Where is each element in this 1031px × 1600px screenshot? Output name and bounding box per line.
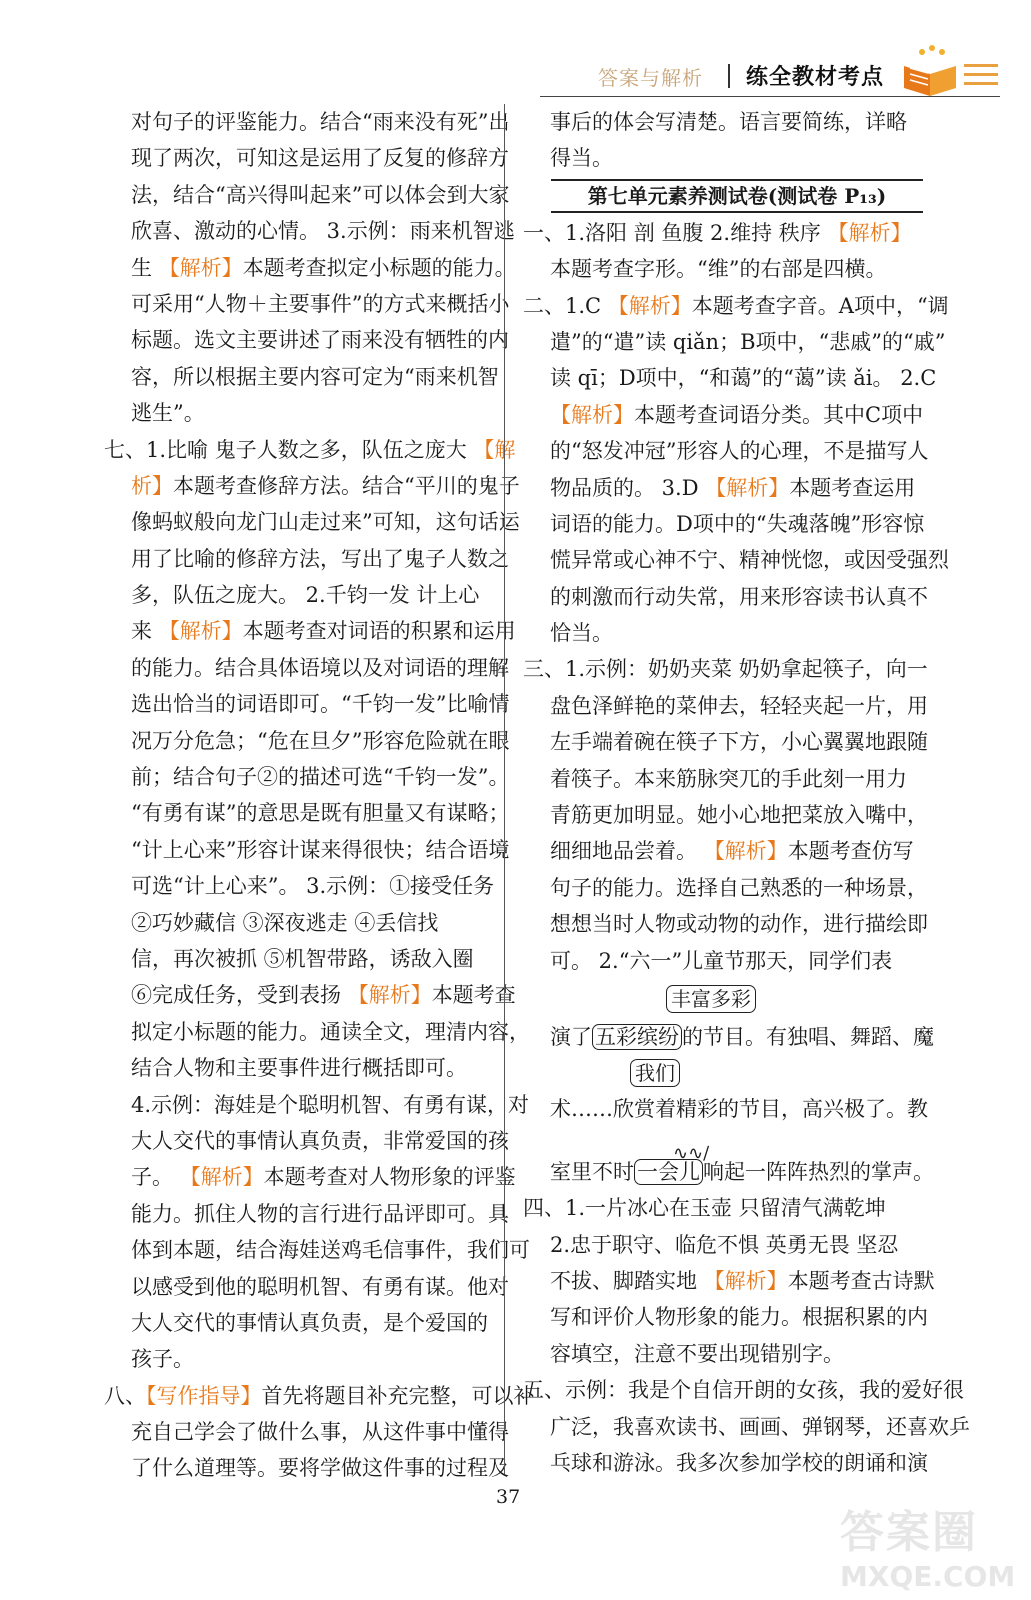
text-line: 四、1.一片冰心在玉壶 只留清气满乾坤 (523, 1196, 886, 1221)
text-line: 遣”的“遣”读 qiǎn；B项中，“悲戚”的“戚” (550, 329, 946, 354)
text-line: 的“怒发冲冠”形容人的心理，不是描写人 (550, 439, 929, 464)
text-line: 慌异常或心神不宁、精神恍惚，或因受强烈 (550, 548, 949, 573)
text-line: 室里不时 一会儿 响起一阵阵热烈的掌声。 (550, 1159, 934, 1184)
text-line: 写和评价人物形象的能力。根据积累的内 (550, 1305, 928, 1330)
text-line: 逃生”。 (131, 401, 205, 426)
text-line: 体到本题，结合海娃送鸡毛信事件，我们可 (131, 1238, 530, 1263)
text-line: 结合人物和主要事件进行概括即可。 (131, 1056, 467, 1081)
text-line: 本题考查字形。“维”的右部是四横。 (550, 257, 887, 282)
text-line: 的能力。结合具体语境以及对词语的理解 (131, 655, 509, 680)
text-line: 况万分危急；“危在旦夕”形容危险就在眼 (131, 728, 510, 753)
text-line: 能力。抓住人物的言行进行品评即可。具 (131, 1201, 509, 1226)
text-line: 子。 【解析】本题考查对人物形象的评鉴 (131, 1165, 516, 1190)
text-line: 想想当时人物或动物的动作，进行描绘即 (550, 912, 928, 937)
text-line: 容，所以根据主要内容可定为“雨来机智 (131, 364, 499, 389)
header-subtitle: 答案与解析 (598, 66, 703, 90)
text-line: 析】本题考查修辞方法。结合“平川的鬼子 (131, 473, 520, 498)
text-line: 着筷子。本来筋脉突兀的手此刻一用力 (550, 766, 907, 791)
text-line: 得当。 (550, 146, 613, 171)
text-line: 物品质的。 3.D 【解析】本题考查运用 (550, 475, 916, 500)
text-line: 以感受到他的聪明机智、有勇有谋。他对 (131, 1274, 509, 1299)
text-line: 演了 五彩缤纷 的节目。有独唱、舞蹈、魔 (550, 1024, 934, 1049)
text-line: 大人交代的事情认真负责，是个爱国的 (131, 1310, 488, 1335)
text-line: 不拔、脚踏实地 【解析】本题考查古诗默 (550, 1268, 935, 1293)
text-line: 【解析】本题考查词语分类。其中C项中 (550, 402, 924, 427)
text-line: 大人交代的事情认真负责，非常爱国的孩 (131, 1128, 509, 1153)
text-line: 来 【解析】本题考查对词语的积累和运用 (131, 619, 516, 644)
analysis-tag: 【解析】 (827, 220, 912, 245)
text-line: 乓球和游泳。我多次参加学校的朗诵和演 (550, 1450, 928, 1475)
analysis-tag: 【解析】 (158, 619, 243, 644)
text-line: 用了比喻的修辞方法，写出了鬼子人数之 (131, 546, 509, 571)
right-column (523, 104, 970, 1481)
left-column (104, 104, 535, 1487)
text-line: ⑥完成任务，受到表扬 【解析】本题考查 (131, 983, 516, 1008)
analysis-tag: 【解析】 (158, 255, 243, 280)
edit-mark-3 (523, 1128, 923, 1164)
edit-mark-2 (523, 1055, 923, 1091)
header-rule (540, 96, 1000, 97)
swap-mark-icon: ∿∿∕ (673, 1142, 710, 1164)
section-title: 第七单元素养测试卷(测试卷 P₁₃) (551, 179, 923, 213)
text-line: 二、1.C 【解析】本题考查字音。A项中，“调 (523, 293, 949, 318)
text-line: 容填空，注意不要出现错别字。 (550, 1341, 844, 1366)
text-line: 细细地品尝着。 【解析】本题考查仿写 (550, 839, 914, 864)
text-line: 现了两次，可知这是运用了反复的修辞方 (131, 146, 509, 171)
text-line: “计上心来”形容计谋来得很快；结合语境 (131, 837, 510, 862)
text-line: 标题。选文主要讲述了雨来没有牺牲的内 (131, 328, 509, 353)
text-line: 对句子的评鉴能力。结合“雨来没有死”出 (131, 110, 510, 134)
boxed-word: 一会儿 (634, 1159, 703, 1185)
text-line: 三、1.示例：奶奶夹菜 奶奶拿起筷子，向一 (523, 657, 928, 682)
text-line: 了什么道理等。要将学做这件事的过程及 (131, 1456, 509, 1481)
analysis-tag: 【解析】 (703, 1268, 788, 1293)
column-divider (504, 104, 505, 1474)
header-decor-lines (964, 64, 998, 91)
text-line: 的刺激而行动失常，用来形容读书认真不 (550, 584, 928, 609)
text-line: “有勇有谋”的意思是既有胆量又有谋略； (131, 801, 510, 826)
header-title: 练全教材考点 (746, 64, 885, 90)
boxed-word: 五彩缤纷 (592, 1024, 682, 1050)
text-line: 八、【写作指导】首先将题目补充完整，可以补 (104, 1383, 535, 1408)
text-line: 左手端着碗在筷子下方，小心翼翼地跟随 (550, 730, 928, 755)
text-line: 生 【解析】本题考查拟定小标题的能力。 (131, 255, 516, 280)
text-line: 充自己学会了做什么事，从这件事中懂得 (131, 1420, 509, 1445)
text-line: 多，队伍之庞大。 2.千钧一发 计上心 (131, 583, 480, 608)
text-line: 七、1.比喻 鬼子人数之多，队伍之庞大 【解 (104, 437, 516, 462)
text-line: 恰当。 (550, 621, 613, 646)
edit-mark-1 (523, 979, 923, 1019)
text-line: 五、示例：我是个自信开朗的女孩，我的爱好很 (523, 1378, 964, 1403)
inserted-word: 我们 (630, 1059, 680, 1087)
text-line: 孩子。 (131, 1347, 194, 1372)
text-line: 词语的能力。D项中的“失魂落魄”形容惊 (550, 511, 925, 536)
analysis-tag: 【解析】 (607, 293, 692, 318)
text-line: 像蚂蚁般向龙门山走过来”可知，这句话运 (131, 510, 520, 535)
watermark-logo: 答案圈 MXQE.COM (840, 1507, 1016, 1593)
text-line: 可。 2.“六一”儿童节那天，同学们表 (550, 948, 893, 973)
analysis-tag: 【解析】 (179, 1165, 264, 1190)
text-line: 青筋更加明显。她小心地把菜放入嘴中， (550, 803, 928, 828)
text-line: 术……欣赏着精彩的节目，高兴极了。教 (550, 1097, 928, 1122)
text-line: 法，结合“高兴得叫起来”可以体会到大家 (131, 182, 510, 207)
text-line: 读 qī；D项中，“和蔼”的“蔼”读 ǎi。 2.C (550, 366, 937, 391)
text-line: 信，再次被抓 ⑤机智带路，诱敌入圈 (131, 946, 474, 971)
text-line: 前；结合句子②的描述可选“千钧一发”。 (131, 765, 510, 790)
text-line: 事后的体会写清楚。语言要简练，详略 (550, 110, 907, 134)
text-line: 句子的能力。选择自己熟悉的一种场景， (550, 875, 928, 900)
text-line: 欣喜、激动的心情。 3.示例：雨来机智逃 (131, 219, 515, 244)
text-line: 拟定小标题的能力。通读全文，理清内容， (131, 1019, 530, 1044)
text-line: 盘色泽鲜艳的菜伸去，轻轻夹起一片，用 (550, 693, 928, 718)
text-line: 可采用“人物＋主要事件”的方式来概括小 (131, 291, 510, 316)
analysis-tag: 析】 (131, 473, 173, 498)
text-line: 一、1.洛阳 剖 鱼腹 2.维持 秩序 【解析】 (523, 220, 912, 245)
analysis-tag: 【解析】 (550, 402, 634, 427)
inserted-word: 丰富多彩 (666, 985, 756, 1013)
header-separator (728, 64, 730, 88)
text-line: 广泛，我喜欢读书、画画、弹钢琴，还喜欢乒 (550, 1414, 970, 1439)
page-header (540, 58, 1000, 98)
page-number: 37 (496, 1486, 521, 1508)
text-line: 选出恰当的词语即可。“千钧一发”比喻情 (131, 692, 510, 717)
text-line: ②巧妙藏信 ③深夜逃走 ④丢信找 (131, 910, 439, 935)
analysis-tag: 【解析】 (703, 839, 788, 864)
text-line: 2.忠于职守、临危不惧 英勇无畏 坚忍 (550, 1232, 899, 1257)
analysis-tag: 【写作指导】 (146, 1383, 262, 1408)
text-line: 4.示例：海娃是个聪明机智、有勇有谋，对 (131, 1092, 530, 1117)
open-book-icon (900, 44, 960, 98)
analysis-tag: 【解析】 (347, 983, 432, 1008)
analysis-tag: 【解析】 (705, 475, 790, 500)
text-line: 可选“计上心来”。 3.示例：①接受任务 (131, 874, 495, 899)
analysis-tag: 【解 (473, 437, 516, 462)
